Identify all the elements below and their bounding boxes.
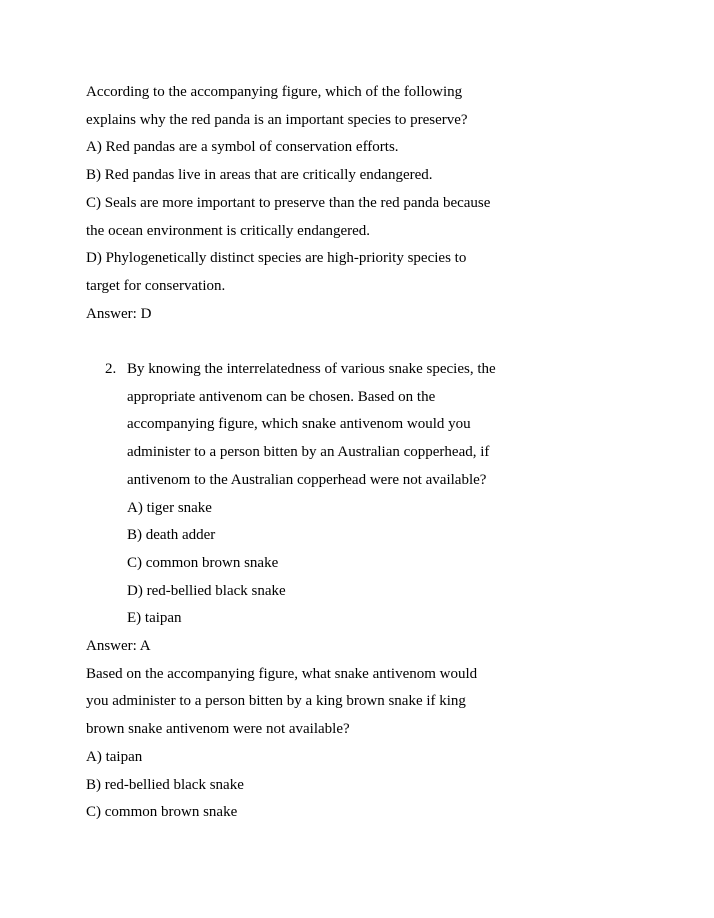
question-1: [86, 79, 546, 328]
question-1-option-b: B) Red pandas live in areas that are critically endangered.: [86, 167, 433, 184]
question-3-option-c: C) common brown snake: [86, 804, 238, 821]
question-2-option-d: D) red-bellied black snake: [127, 582, 286, 599]
question-1-option-d: D) Phylogenetically distinct species are high-priority species to: [86, 250, 467, 267]
question-2-text-line-2: appropriate antivenom can be chosen. Based on the: [127, 388, 436, 405]
document-page: [86, 79, 546, 827]
question-2-option-c: C) common brown snake: [127, 554, 279, 571]
question-1-option-c: C) Seals are more important to preserve than the red panda because: [86, 194, 491, 211]
question-2-option-b: B) death adder: [127, 527, 216, 544]
question-3: [86, 661, 546, 827]
question-2-option-e: E) taipan: [127, 610, 182, 627]
question-2: [86, 356, 546, 633]
question-3-text-line-3: brown snake antivenom were not available?: [86, 721, 350, 738]
question-3-option-a: A) taipan: [86, 748, 143, 765]
question-2-answer: Answer: A: [86, 638, 151, 655]
spacer: [86, 328, 546, 356]
question-1-text-line-1: According to the accompanying figure, which of the following: [86, 84, 463, 100]
question-1-answer: Answer: D: [86, 305, 152, 322]
question-2-text-line-5: antivenom to the Australian copperhead were not available?: [127, 471, 487, 488]
question-2-text-line-4: administer to a person bitten by an Australian copperhead, if: [127, 444, 490, 461]
question-2-text-line-1: By knowing the interrelatedness of various snake species, the: [127, 361, 496, 378]
question-3-text-line-2: you administer to a person bitten by a king brown snake if king: [86, 693, 466, 710]
question-2-number: 2.: [105, 361, 117, 378]
question-1-option-a: A) Red pandas are a symbol of conservation efforts.: [86, 139, 399, 156]
question-1-text-line-2: explains why the red panda is an important species to preserve?: [86, 111, 468, 128]
question-1-option-c-continued: the ocean environment is critically endangered.: [86, 222, 371, 239]
question-2-text-line-3: accompanying figure, which snake antivenom would you: [127, 416, 471, 433]
question-3-option-b: B) red-bellied black snake: [86, 776, 244, 793]
question-3-text-line-1: Based on the accompanying figure, what snake antivenom would: [86, 665, 478, 682]
question-2-option-a: A) tiger snake: [127, 499, 212, 516]
question-1-option-d-continued: target for conservation.: [86, 277, 226, 294]
